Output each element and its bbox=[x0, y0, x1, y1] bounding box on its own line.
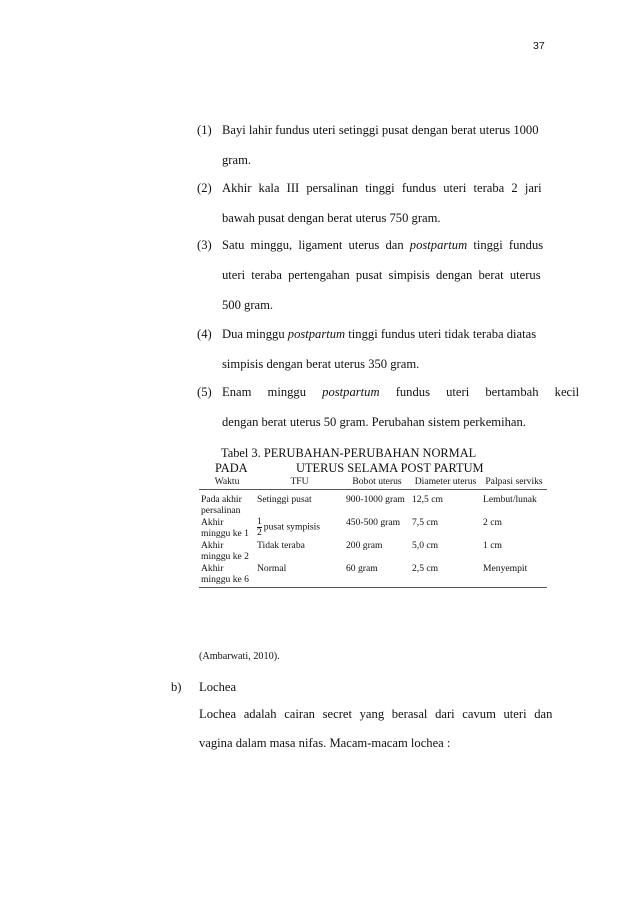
cell-bobot: 200 gram bbox=[346, 539, 383, 551]
list-number: (2) bbox=[197, 181, 212, 195]
uterus-table bbox=[199, 476, 547, 588]
cell-diameter: 12,5 cm bbox=[412, 493, 443, 505]
table-caption-line2a: PADA bbox=[215, 461, 248, 475]
cell-palpasi: Lembut/lunak bbox=[483, 493, 537, 505]
header-bobot: Bobot uterus bbox=[344, 476, 410, 489]
list-line: uteri teraba pertengahan pusat simpisis dengan berat uterus bbox=[222, 268, 541, 282]
header-tfu: TFU bbox=[255, 476, 344, 489]
list-number: (3) bbox=[197, 238, 212, 252]
cell-bobot: 60 gram bbox=[344, 563, 410, 588]
list-line: Bayi lahir fundus uteri setinggi pusat dengan berat uterus 1000 bbox=[222, 123, 539, 137]
cell-waktu: Akhir minggu ke 6 bbox=[199, 563, 255, 588]
cell-palpasi: Menyempit bbox=[481, 563, 547, 588]
header-diameter: Diameter uterus bbox=[410, 476, 481, 489]
table-row bbox=[199, 563, 547, 588]
list-line: dengan berat uterus 50 gram. Perubahan sistem perkemihan. bbox=[222, 415, 526, 429]
table-caption-line1: Tabel 3. PERUBAHAN-PERUBAHAN NORMAL bbox=[221, 446, 477, 460]
cell-diameter: 7,5 cm bbox=[412, 516, 439, 528]
table-header-row bbox=[199, 476, 547, 489]
cell-palpasi: 2 cm bbox=[483, 516, 502, 528]
cell-tfu-text: pusat sympisis bbox=[263, 521, 321, 533]
header-palpasi: Palpasi serviks bbox=[481, 476, 547, 489]
cell-tfu: Tidak teraba bbox=[257, 539, 305, 551]
cell-bobot: 450-500 gram bbox=[346, 516, 401, 528]
page-number: 37 bbox=[533, 40, 545, 52]
cell-tfu: Setinggi pusat bbox=[257, 493, 312, 505]
list-line: gram. bbox=[222, 153, 252, 167]
list-line: Enam minggu postpartum fundus uteri bertambah kecil bbox=[222, 385, 580, 399]
list-line: Satu minggu, ligament uterus dan postpartum tinggi fundus bbox=[222, 238, 544, 252]
cell-tfu: Normal bbox=[255, 563, 344, 588]
table-source: (Ambarwati, 2010). bbox=[199, 651, 280, 662]
list-number: (1) bbox=[197, 123, 212, 137]
table-caption-line2b: UTERUS SELAMA POST PARTUM bbox=[296, 461, 484, 475]
fraction bbox=[257, 517, 262, 538]
fraction-numerator: 1 bbox=[257, 515, 262, 527]
table-row bbox=[199, 489, 547, 517]
cell-waktu: Akhir minggu ke 2 bbox=[201, 539, 249, 562]
paragraph-line: Lochea adalah cairan secret yang berasal dari cavum uteri dan bbox=[199, 707, 553, 721]
header-waktu: Waktu bbox=[199, 476, 255, 489]
cell-diameter: 2,5 cm bbox=[410, 563, 481, 588]
table-row bbox=[199, 540, 547, 563]
paragraph-line: vagina dalam masa nifas. Macam-macam lochea : bbox=[199, 736, 451, 750]
list-line: bawah pusat dengan berat uterus 750 gram. bbox=[222, 211, 441, 225]
list-number: (4) bbox=[197, 327, 212, 341]
cell-bobot: 900-1000 gram bbox=[346, 493, 405, 505]
list-line: simpisis dengan berat uterus 350 gram. bbox=[222, 357, 420, 371]
list-line: 500 gram. bbox=[222, 298, 274, 312]
cell-diameter: 5,0 cm bbox=[412, 539, 439, 551]
cell-waktu: Pada akhir persalinan bbox=[201, 493, 242, 516]
section-label: b) bbox=[171, 680, 182, 694]
cell-palpasi: 1 cm bbox=[483, 539, 502, 551]
list-number: (5) bbox=[197, 385, 212, 399]
section-title: Lochea bbox=[199, 680, 237, 694]
fraction-denominator: 2 bbox=[257, 526, 262, 538]
list-line: Dua minggu postpartum tinggi fundus uteri tidak teraba diatas bbox=[222, 327, 537, 341]
table-row bbox=[199, 517, 547, 540]
cell-tfu bbox=[255, 517, 344, 540]
list-line: Akhir kala III persalinan tinggi fundus uteri teraba 2 jari bbox=[222, 181, 542, 195]
cell-waktu: Akhir minggu ke 1 bbox=[201, 516, 249, 539]
